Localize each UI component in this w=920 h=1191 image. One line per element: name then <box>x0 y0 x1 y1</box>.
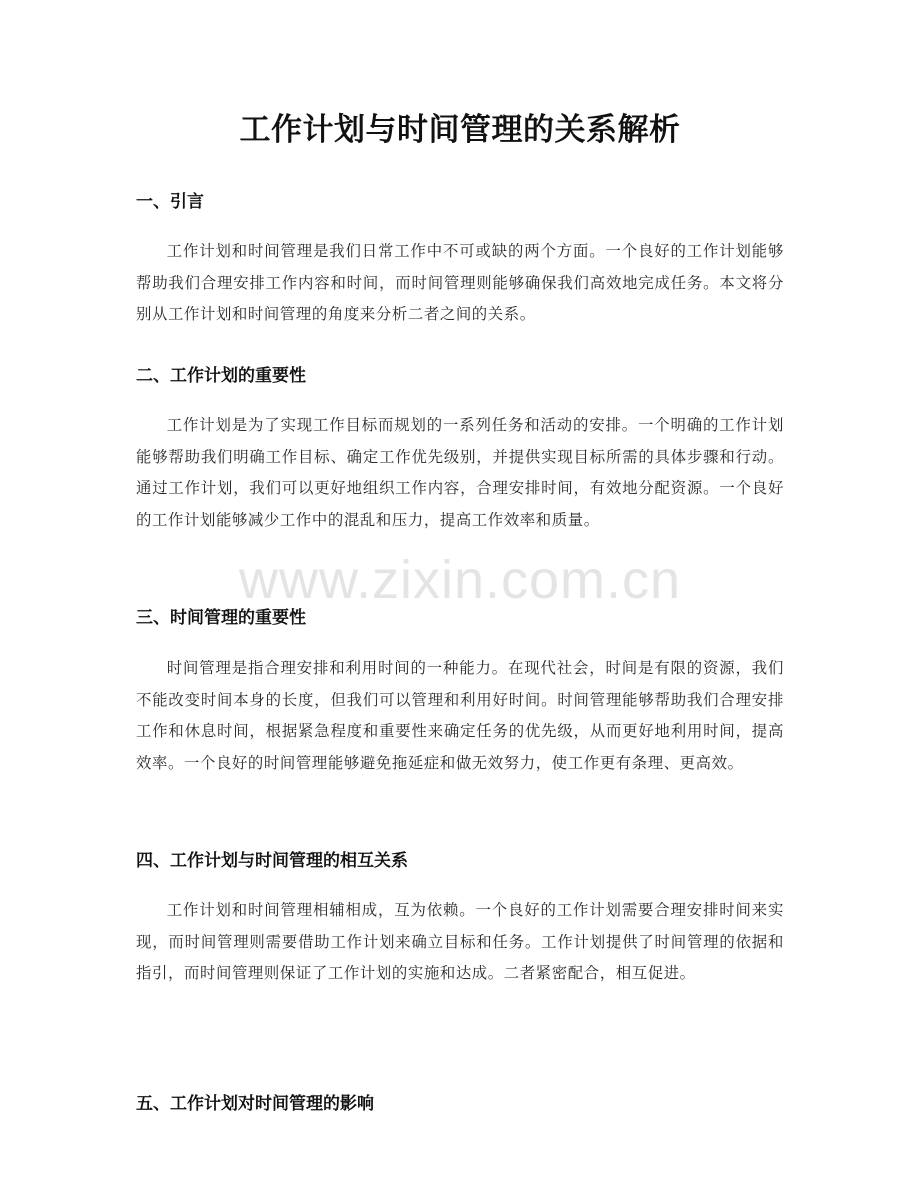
section-heading-work-plan-importance: 二、工作计划的重要性 <box>136 366 306 386</box>
section-heading-mutual-relationship: 四、工作计划与时间管理的相互关系 <box>136 851 408 871</box>
section-paragraph-time-management-importance: 时间管理是指合理安排和利用时间的一种能力。在现代社会，时间是有限的资源，我们不能改变时间本身的长度，但我们可以管理和利用好时间。时间管理能够帮助我们合理安排工作和休息时间，根据紧急程度和重要性来确定任务的优先级，从而更好地利用时间，提高效率。一个良好的时间管理能够避免拖延症和做无效努力，使工作更有条理、更高效。 <box>136 659 784 772</box>
section-heading-plan-impact-on-time: 五、工作计划对时间管理的影响 <box>136 1094 374 1114</box>
watermark-text: www.zixin.com.cn <box>238 550 682 610</box>
section-heading-introduction: 一、引言 <box>136 192 204 212</box>
section-paragraph-work-plan-importance: 工作计划是为了实现工作目标而规划的一系列任务和活动的安排。一个明确的工作计划能够帮助我们明确工作目标、确定工作优先级别，并提供实现目标所需的具体步骤和行动。通过工作计划，我们可以更好地组织工作内容，合理安排时间，有效地分配资源。一个良好的工作计划能够减少工作中的混乱和压力，提高工作效率和质量。 <box>136 416 784 529</box>
section-heading-time-management-importance: 三、时间管理的重要性 <box>136 608 306 628</box>
document-title: 工作计划与时间管理的关系解析 <box>239 112 681 148</box>
section-paragraph-introduction: 工作计划和时间管理是我们日常工作中不可或缺的两个方面。一个良好的工作计划能够帮助我们合理安排工作内容和时间，而时间管理则能够确保我们高效地完成任务。本文将分别从工作计划和时间管理的角度来分析二者之间的关系。 <box>136 242 784 324</box>
section-paragraph-mutual-relationship: 工作计划和时间管理相辅相成，互为依赖。一个良好的工作计划需要合理安排时间来实现，而时间管理则需要借助工作计划来确立目标和任务。工作计划提供了时间管理的依据和指引，而时间管理则保证了工作计划的实施和达成。二者紧密配合，相互促进。 <box>136 901 784 983</box>
